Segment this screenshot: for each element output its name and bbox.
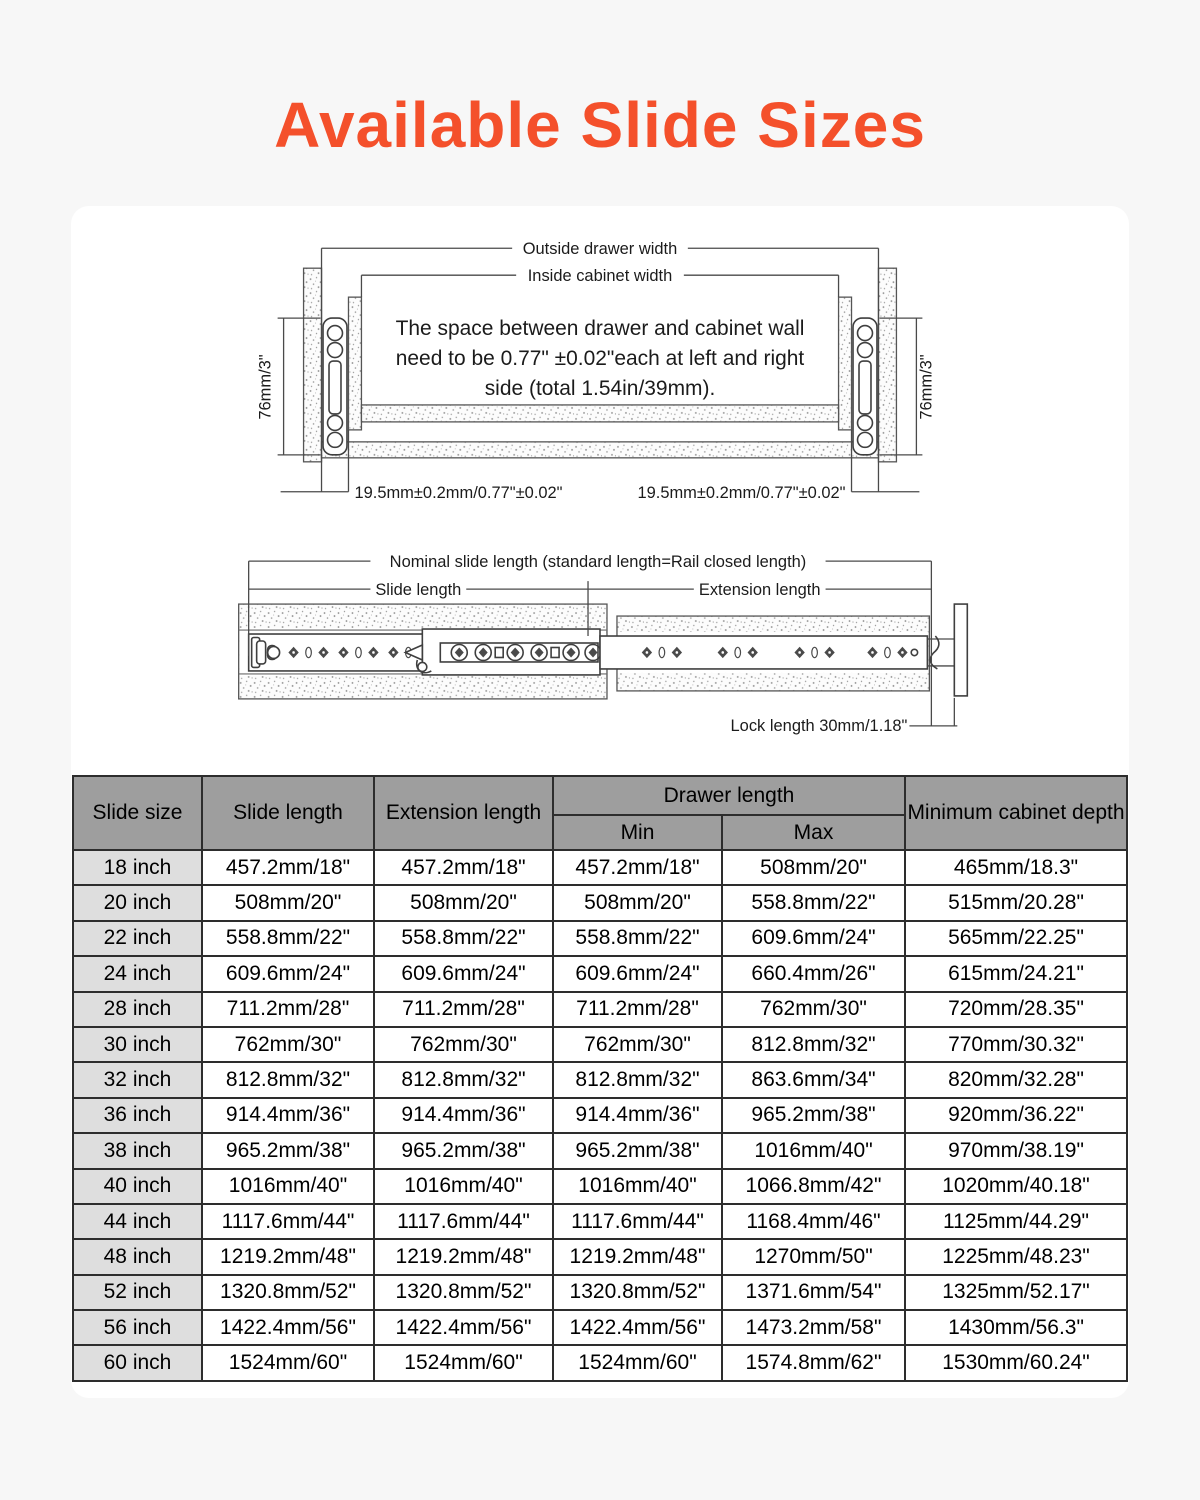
cell-slide-size: 52 inch: [73, 1275, 202, 1310]
cell-slide-size: 44 inch: [73, 1204, 202, 1239]
cell-extension-length: 609.6mm/24": [374, 956, 553, 991]
cell-drawer-max: 508mm/20": [722, 850, 905, 885]
cell-slide-size: 18 inch: [73, 850, 202, 885]
left-cabinet-wall: [304, 268, 322, 462]
header-slide-length: Slide length: [202, 776, 374, 850]
cell-slide-length: 1422.4mm/56": [202, 1310, 374, 1345]
cell-drawer-min: 762mm/30": [553, 1027, 722, 1062]
cell-slide-length: 711.2mm/28": [202, 992, 374, 1027]
cell-cabinet-depth: 1020mm/40.18": [905, 1169, 1127, 1204]
cell-slide-length: 609.6mm/24": [202, 956, 374, 991]
cell-drawer-max: 863.6mm/34": [722, 1062, 905, 1097]
cell-drawer-max: 1016mm/40": [722, 1133, 905, 1168]
table-row: [73, 1133, 1127, 1168]
right-gap-label: 19.5mm±0.2mm/0.77"±0.02": [637, 483, 846, 502]
middle-rail: [405, 629, 601, 675]
cell-slide-size: 56 inch: [73, 1310, 202, 1345]
drawer-width-diagram: [71, 220, 1129, 520]
cell-extension-length: 1422.4mm/56": [374, 1310, 553, 1345]
cell-drawer-max: 762mm/30": [722, 992, 905, 1027]
header-slide-size: Slide size: [73, 776, 202, 850]
cell-extension-length: 508mm/20": [374, 885, 553, 920]
table-row: [73, 1027, 1127, 1062]
spacing-note: [396, 317, 805, 400]
table-row: [73, 1062, 1127, 1097]
nominal-slide-length-label: Nominal slide length (standard length=Rail closed length): [389, 553, 807, 572]
table-row: [73, 1169, 1127, 1204]
cell-slide-length: 812.8mm/32": [202, 1062, 374, 1097]
cell-slide-length: 1117.6mm/44": [202, 1204, 374, 1239]
table-row: [73, 1098, 1127, 1133]
cell-slide-size: 60 inch: [73, 1345, 202, 1380]
table-row: [73, 1310, 1127, 1345]
spacing-note-line3: side (total 1.54in/39mm).: [484, 376, 716, 400]
table-row: [73, 850, 1127, 885]
table-row: [73, 992, 1127, 1027]
spacing-note-line2: need to be 0.77" ±0.02"each at left and right: [395, 347, 805, 371]
cell-drawer-min: 1117.6mm/44": [553, 1204, 722, 1239]
cell-slide-length: 1219.2mm/48": [202, 1239, 374, 1274]
header-min-cabinet-depth: Minimum cabinet depth: [905, 776, 1127, 850]
cell-drawer-max: 609.6mm/24": [722, 921, 905, 956]
cell-slide-length: 965.2mm/38": [202, 1133, 374, 1168]
cell-drawer-min: 558.8mm/22": [553, 921, 722, 956]
left-slide-height-label: 76mm/3": [256, 354, 275, 420]
page-title: Available Slide Sizes: [274, 89, 926, 161]
cell-extension-length: 965.2mm/38": [374, 1133, 553, 1168]
cell-cabinet-depth: 770mm/30.32": [905, 1027, 1127, 1062]
cell-extension-length: 1016mm/40": [374, 1169, 553, 1204]
cell-slide-length: 508mm/20": [202, 885, 374, 920]
cell-cabinet-depth: 1225mm/48.23": [905, 1239, 1127, 1274]
cell-extension-length: 711.2mm/28": [374, 992, 553, 1027]
slide-length-label: Slide length: [375, 581, 462, 600]
cell-cabinet-depth: 615mm/24.21": [905, 956, 1127, 991]
table-row: [73, 1345, 1127, 1380]
cell-drawer-min: 1219.2mm/48": [553, 1239, 722, 1274]
cell-drawer-max: 558.8mm/22": [722, 885, 905, 920]
cell-slide-length: 1016mm/40": [202, 1169, 374, 1204]
cell-slide-size: 38 inch: [73, 1133, 202, 1168]
table-row: [73, 1275, 1127, 1310]
cell-extension-length: 1524mm/60": [374, 1345, 553, 1380]
table-row: [73, 956, 1127, 991]
cell-slide-length: 914.4mm/36": [202, 1098, 374, 1133]
drawer-bottom-panel: [361, 405, 838, 422]
lock-length-label: Lock length 30mm/1.18": [730, 716, 908, 735]
right-slide-cross-section-icon: [853, 318, 877, 455]
cell-slide-size: 20 inch: [73, 885, 202, 920]
cell-cabinet-depth: 515mm/20.28": [905, 885, 1127, 920]
cell-drawer-max: 1574.8mm/62": [722, 1345, 905, 1380]
cell-cabinet-depth: 970mm/38.19": [905, 1133, 1127, 1168]
cell-drawer-max: 660.4mm/26": [722, 956, 905, 991]
cell-drawer-max: 1270mm/50": [722, 1239, 905, 1274]
header-drawer-length: Drawer length: [553, 776, 905, 815]
cell-slide-size: 48 inch: [73, 1239, 202, 1274]
cell-drawer-max: 1473.2mm/58": [722, 1310, 905, 1345]
cell-cabinet-depth: 565mm/22.25": [905, 921, 1127, 956]
cell-extension-length: 1320.8mm/52": [374, 1275, 553, 1310]
table-row: [73, 885, 1127, 920]
cell-drawer-max: 965.2mm/38": [722, 1098, 905, 1133]
cell-drawer-min: 508mm/20": [553, 885, 722, 920]
cell-extension-length: 1219.2mm/48": [374, 1239, 553, 1274]
cell-cabinet-depth: 720mm/28.35": [905, 992, 1127, 1027]
header-drawer-min: Min: [553, 815, 722, 850]
left-gap-label: 19.5mm±0.2mm/0.77"±0.02": [354, 483, 563, 502]
cell-drawer-min: 914.4mm/36": [553, 1098, 722, 1133]
cell-slide-size: 22 inch: [73, 921, 202, 956]
table-row: [73, 1239, 1127, 1274]
table-row: [73, 1204, 1127, 1239]
outside-drawer-width-label: Outside drawer width: [522, 240, 678, 259]
cell-slide-size: 36 inch: [73, 1098, 202, 1133]
extension-length-label: Extension length: [698, 581, 821, 600]
right-slide-height-label: 76mm/3": [917, 354, 936, 420]
left-drawer-wall: [348, 297, 361, 430]
cell-drawer-min: 609.6mm/24": [553, 956, 722, 991]
cell-slide-length: 1524mm/60": [202, 1345, 374, 1380]
cell-cabinet-depth: 1125mm/44.29": [905, 1204, 1127, 1239]
table-row: [73, 921, 1127, 956]
cell-drawer-min: 1524mm/60": [553, 1345, 722, 1380]
cell-extension-length: 812.8mm/32": [374, 1062, 553, 1097]
inside-cabinet-width-label: Inside cabinet width: [527, 267, 673, 286]
cell-slide-length: 558.8mm/22": [202, 921, 374, 956]
cell-slide-length: 457.2mm/18": [202, 850, 374, 885]
spec-card: [71, 206, 1129, 1398]
right-drawer-wall: [839, 297, 852, 430]
cell-drawer-min: 1422.4mm/56": [553, 1310, 722, 1345]
cell-cabinet-depth: 465mm/18.3": [905, 850, 1127, 885]
cell-drawer-max: 1066.8mm/42": [722, 1169, 905, 1204]
left-slide-cross-section-icon: [323, 318, 347, 455]
slide-size-table: [72, 775, 1128, 1382]
cell-drawer-min: 965.2mm/38": [553, 1133, 722, 1168]
cell-drawer-min: 711.2mm/28": [553, 992, 722, 1027]
cell-drawer-max: 1168.4mm/46": [722, 1204, 905, 1239]
header-drawer-max: Max: [722, 815, 905, 850]
cell-extension-length: 1117.6mm/44": [374, 1204, 553, 1239]
cell-extension-length: 558.8mm/22": [374, 921, 553, 956]
cell-slide-length: 762mm/30": [202, 1027, 374, 1062]
right-cabinet-wall: [878, 268, 896, 462]
cell-extension-length: 914.4mm/36": [374, 1098, 553, 1133]
cell-drawer-min: 812.8mm/32": [553, 1062, 722, 1097]
cell-slide-length: 1320.8mm/52": [202, 1275, 374, 1310]
header-extension-length: Extension length: [374, 776, 553, 850]
cell-drawer-max: 812.8mm/32": [722, 1027, 905, 1062]
cell-cabinet-depth: 820mm/32.28": [905, 1062, 1127, 1097]
cell-extension-length: 457.2mm/18": [374, 850, 553, 885]
cell-drawer-max: 1371.6mm/54": [722, 1275, 905, 1310]
cell-slide-size: 30 inch: [73, 1027, 202, 1062]
cell-slide-size: 40 inch: [73, 1169, 202, 1204]
cell-slide-size: 32 inch: [73, 1062, 202, 1097]
slide-length-diagram: [71, 526, 1129, 761]
cell-extension-length: 762mm/30": [374, 1027, 553, 1062]
cell-cabinet-depth: 1430mm/56.3": [905, 1310, 1127, 1345]
cabinet-bottom-panel: [322, 442, 879, 458]
cell-cabinet-depth: 1530mm/60.24": [905, 1345, 1127, 1380]
cell-cabinet-depth: 1325mm/52.17": [905, 1275, 1127, 1310]
cell-cabinet-depth: 920mm/36.22": [905, 1098, 1127, 1133]
cell-drawer-min: 1320.8mm/52": [553, 1275, 722, 1310]
drawer-front-plate: [954, 604, 967, 696]
cell-slide-size: 28 inch: [73, 992, 202, 1027]
cell-drawer-min: 1016mm/40": [553, 1169, 722, 1204]
spacing-note-line1: The space between drawer and cabinet wall: [395, 317, 805, 341]
cell-drawer-min: 457.2mm/18": [553, 850, 722, 885]
cell-slide-size: 24 inch: [73, 956, 202, 991]
